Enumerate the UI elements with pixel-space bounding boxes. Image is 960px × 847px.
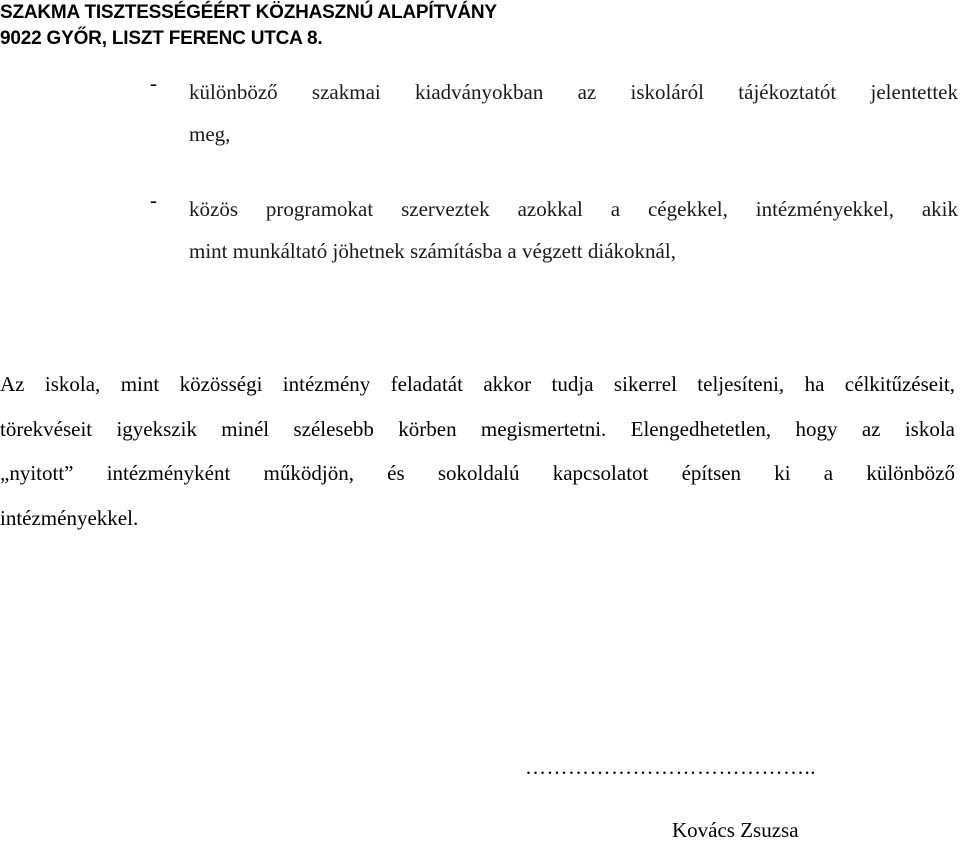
text-line: közös programokat szerveztek azokkal a cégekkel, intézményekkel, akik xyxy=(189,197,958,221)
text-line: törekvéseit igyekszik minél szélesebb körben megismertetni. Elengedhetetlen, hogy az iskola xyxy=(0,416,955,441)
text-line: különböző szakmai kiadványokban az iskoláról tájékoztatót jelentettek xyxy=(189,80,958,104)
letterhead xyxy=(0,0,497,52)
text-line: intézményekkel. xyxy=(0,505,139,530)
list-item-text xyxy=(189,71,958,155)
text-line: meg, xyxy=(189,122,231,146)
list-item xyxy=(150,188,958,272)
body-paragraph xyxy=(0,362,955,540)
organization-name: SZAKMA TISZTESSÉGÉÉRT KÖZHASZNÚ ALAPÍTVÁNY xyxy=(0,2,497,23)
list-item-text xyxy=(189,188,958,272)
signature-line: ………………………………….. xyxy=(525,755,816,779)
organization-address: 9022 GYŐR, LISZT FERENC UTCA 8. xyxy=(0,28,323,49)
text-line: Az iskola, mint közösségi intézmény feladatát akkor tudja sikerrel teljesíteni, ha célkitűzéseit, xyxy=(0,372,955,396)
signatory-name: Kovács Zsuzsa xyxy=(672,818,799,842)
text-line: mint munkáltató jöhetnek számításba a végzett diákoknál, xyxy=(189,239,676,263)
text-line: „nyitott” intézményként működjön, és sokoldalú kapcsolatot építsen ki a különböző xyxy=(0,461,955,485)
list-bullet: - xyxy=(150,71,157,95)
list-bullet: - xyxy=(150,188,157,212)
list-item xyxy=(150,71,958,155)
